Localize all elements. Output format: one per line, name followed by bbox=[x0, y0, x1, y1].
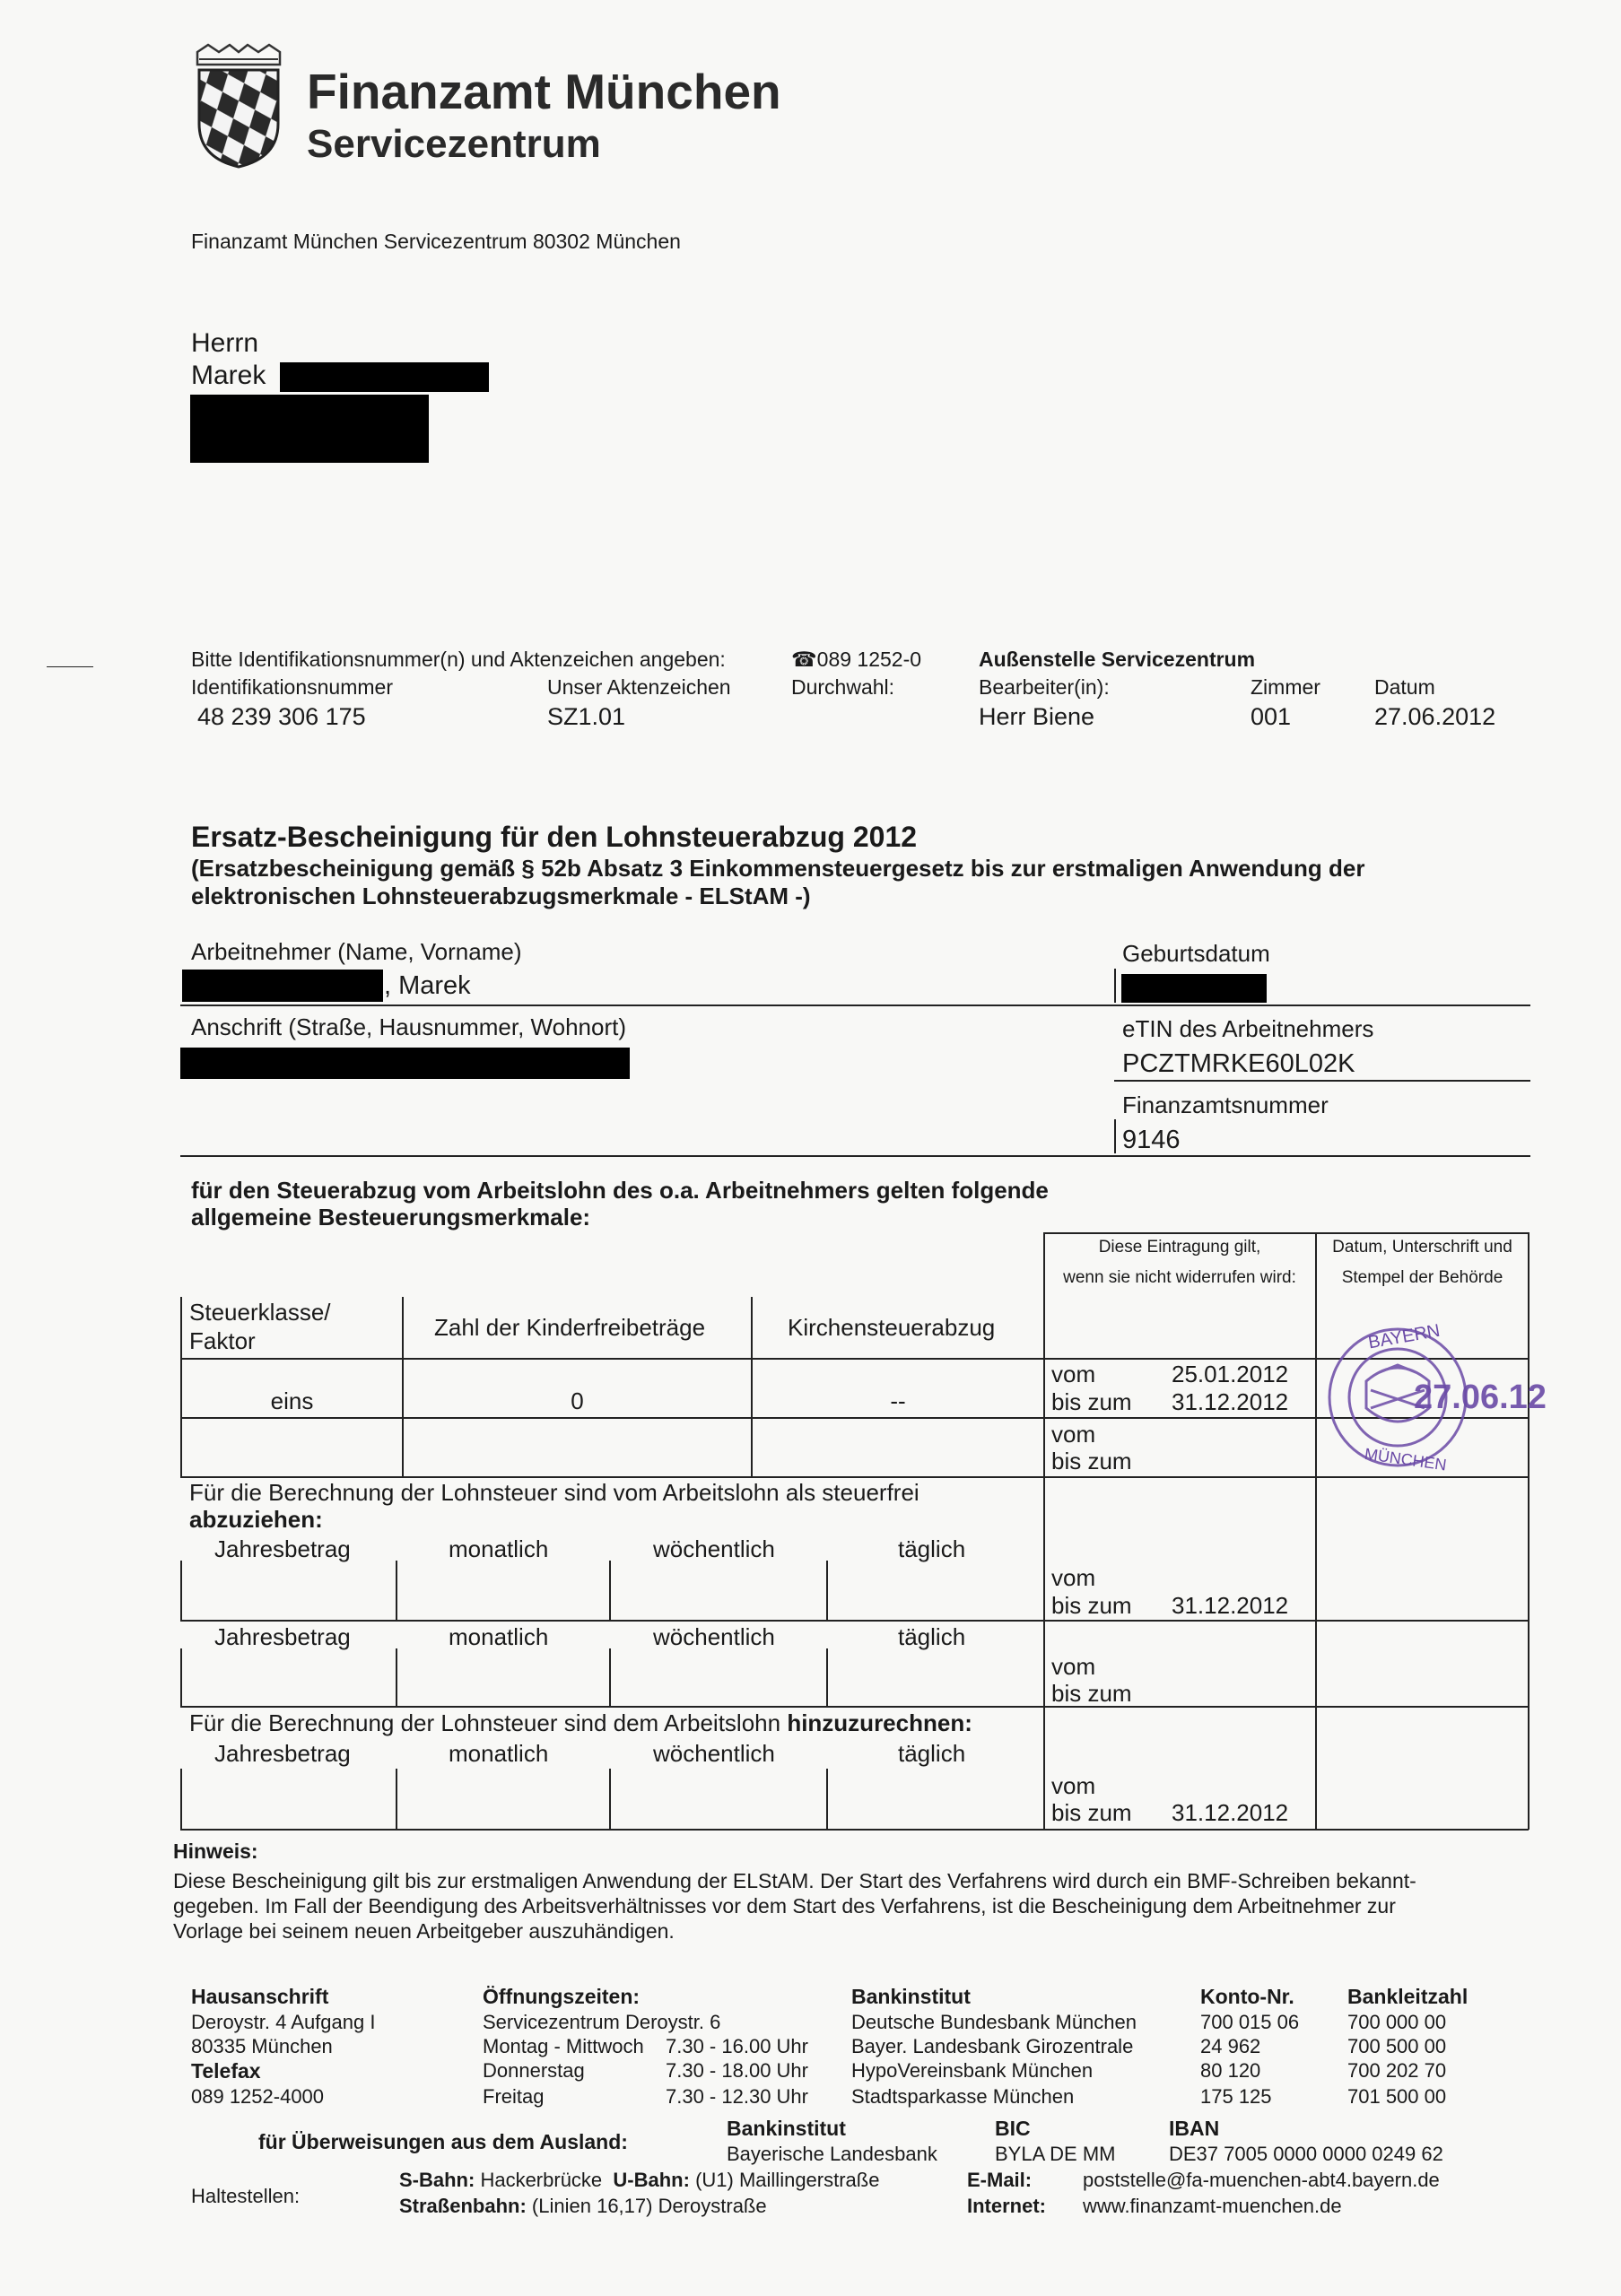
footer-open-line1: Servicezentrum Deroystr. 6 bbox=[483, 2011, 721, 2033]
abzug1-bis-date: 31.12.2012 bbox=[1172, 1592, 1289, 1619]
table-top-border bbox=[1043, 1232, 1529, 1234]
bavarian-coat-of-arms-logo bbox=[190, 43, 287, 170]
amount3-sep-b bbox=[396, 1769, 397, 1829]
redacted-recipient-surname bbox=[280, 362, 489, 392]
etin-label: eTIN des Arbeitnehmers bbox=[1122, 1015, 1374, 1042]
footer-iban: DE37 7005 0000 0000 0249 62 bbox=[1169, 2143, 1443, 2165]
footer-web-link[interactable]: www.finanzamt-muenchen.de bbox=[1083, 2195, 1342, 2217]
authority-stamp bbox=[1317, 1318, 1547, 1475]
abzug2-monatlich: monatlich bbox=[449, 1623, 549, 1650]
stamp-header-line2: Stempel der Behörde bbox=[1341, 1268, 1503, 1287]
footer-haus-line1: Deroystr. 4 Aufgang I bbox=[191, 2011, 376, 2033]
abzug-line2: abzuziehen: bbox=[189, 1506, 323, 1533]
employee-first-name: , Marek bbox=[384, 971, 471, 1000]
valid-header-line2: wenn sie nicht widerrufen wird: bbox=[1063, 1268, 1296, 1287]
footer-bank-blz-3: 700 202 70 bbox=[1347, 2059, 1447, 2082]
aktenzeichen-label: Unser Aktenzeichen bbox=[547, 675, 731, 699]
footer-bank-konto-3: 80 120 bbox=[1200, 2059, 1261, 2082]
footer-web-label: Internet: bbox=[967, 2195, 1046, 2217]
valid-header-line1: Diese Eintragung gilt, bbox=[1098, 1238, 1261, 1257]
abzug2-woechentlich: wöchentlich bbox=[653, 1623, 775, 1650]
hinzu-line: Für die Berechnung der Lohnsteuer sind dem Arbeitslohn hinzuzurechnen: bbox=[189, 1709, 972, 1736]
clerk-label: Bearbeiter(in): bbox=[979, 675, 1110, 699]
id-value: 48 239 306 175 bbox=[197, 703, 366, 730]
phone-icon: ☎ bbox=[791, 648, 817, 671]
row1-bis-date: 31.12.2012 bbox=[1172, 1388, 1289, 1415]
footer-email-label: E-Mail: bbox=[967, 2169, 1033, 2191]
table-col-kinder-left bbox=[402, 1297, 404, 1476]
abzug-line1: Für die Berechnung der Lohnsteuer sind vom Arbeitslohn als steuerfrei bbox=[189, 1479, 919, 1506]
col-steuerklasse-line1: Steuerklasse/ bbox=[189, 1299, 331, 1326]
footer-bank-konto-2: 24 962 bbox=[1200, 2035, 1261, 2057]
redacted-address bbox=[180, 1048, 630, 1079]
row1-vom-date: 25.01.2012 bbox=[1172, 1361, 1289, 1387]
footer-ausland-bank: Bayerische Landesbank bbox=[727, 2143, 937, 2165]
amount1-sep-a bbox=[180, 1561, 182, 1620]
amount2-sep-d bbox=[826, 1648, 828, 1706]
hinzu-woechentlich: wöchentlich bbox=[653, 1740, 775, 1767]
hinzu-monatlich: monatlich bbox=[449, 1740, 549, 1767]
redacted-recipient-address bbox=[190, 395, 429, 463]
row1-steuerklasse: eins bbox=[270, 1387, 314, 1414]
footer-bic: BYLA DE MM bbox=[995, 2143, 1116, 2165]
hinweis-line3: Vorlage bei seinem neuen Arbeitgeber auszuhändigen. bbox=[173, 1919, 675, 1943]
redacted-birthdate bbox=[1121, 974, 1267, 1003]
birthdate-field-marker bbox=[1114, 969, 1116, 1003]
hinweis-line1: Diese Bescheinigung gilt bis zur erstmaligen Anwendung der ELStAM. Der Start des Verfahrens wird durch ein BMF-Schreiben bekannt- bbox=[173, 1869, 1416, 1892]
amount3-sep-a bbox=[180, 1769, 182, 1829]
footer-bank-name-2: Bayer. Landesbank Girozentrale bbox=[851, 2035, 1134, 2057]
divider-name-row bbox=[180, 1004, 1530, 1006]
hinzu-bis-date: 31.12.2012 bbox=[1172, 1799, 1289, 1826]
merkmale-intro-line1: für den Steuerabzug vom Arbeitslohn des o.a. Arbeitnehmers gelten folgende bbox=[191, 1177, 1049, 1204]
footer-open-day-3: Freitag bbox=[483, 2085, 545, 2108]
footer-blz-label: Bankleitzahl bbox=[1347, 1985, 1468, 2008]
abzug2-bis-label: bis zum bbox=[1051, 1680, 1132, 1707]
abzug2-vom-label: vom bbox=[1051, 1653, 1096, 1680]
footer-ausland-label: für Überweisungen aus dem Ausland: bbox=[258, 2130, 628, 2153]
durchwahl-label: Durchwahl: bbox=[791, 675, 895, 699]
office-subtitle: Servicezentrum bbox=[307, 122, 601, 166]
hinzu-bis-label: bis zum bbox=[1051, 1799, 1132, 1826]
room-label: Zimmer bbox=[1251, 675, 1320, 699]
amount2-sep-a bbox=[180, 1648, 182, 1706]
col-kinderfreibetraege: Zahl der Kinderfreibeträge bbox=[434, 1314, 706, 1341]
footer-bank-blz-1: 700 000 00 bbox=[1347, 2011, 1447, 2033]
footer-bank-name-1: Deutsche Bundesbank München bbox=[851, 2011, 1137, 2033]
row2-bis-label: bis zum bbox=[1051, 1448, 1132, 1474]
finanzamt-number-value: 9146 bbox=[1122, 1126, 1181, 1154]
finanzamt-number-label: Finanzamtsnummer bbox=[1122, 1091, 1329, 1118]
abzug1-taeglich: täglich bbox=[898, 1535, 966, 1562]
amount1-sep-b bbox=[396, 1561, 397, 1620]
footer-tel-label: Telefax bbox=[191, 2059, 261, 2083]
amount1-sep-d bbox=[826, 1561, 828, 1620]
row2-vom-label: vom bbox=[1051, 1421, 1096, 1448]
divider-etin-row bbox=[1114, 1080, 1530, 1082]
footer-open-label: Öffnungszeiten: bbox=[483, 1985, 641, 2008]
footer-open-time-1: 7.30 - 16.00 Uhr bbox=[666, 2035, 808, 2057]
footer-tel-value: 089 1252-4000 bbox=[191, 2085, 325, 2108]
footer-iban-label: IBAN bbox=[1169, 2117, 1220, 2140]
phone-number: ☎089 1252-0 bbox=[791, 648, 922, 671]
merkmale-intro-line2: allgemeine Besteuerungsmerkmale: bbox=[191, 1204, 591, 1231]
stamp-header-line1: Datum, Unterschrift und bbox=[1332, 1238, 1512, 1257]
footer-open-time-3: 7.30 - 12.30 Uhr bbox=[666, 2085, 808, 2108]
footer-open-day-1: Montag - Mittwoch bbox=[483, 2035, 644, 2057]
aktenzeichen-value: SZ1.01 bbox=[547, 703, 626, 730]
svg-text:MÜNCHEN: MÜNCHEN bbox=[1363, 1444, 1448, 1474]
col-kirchensteuer: Kirchensteuerabzug bbox=[788, 1314, 996, 1341]
abzug2-taeglich: täglich bbox=[898, 1623, 966, 1650]
address-label: Anschrift (Straße, Hausnummer, Wohnort) bbox=[191, 1013, 627, 1040]
row1-kinder: 0 bbox=[571, 1387, 584, 1414]
footer-halt-label: Haltestellen: bbox=[191, 2185, 301, 2207]
birthdate-label: Geburtsdatum bbox=[1122, 940, 1270, 967]
footer-bank-blz-4: 701 500 00 bbox=[1347, 2085, 1447, 2108]
abzug1-jahresbetrag: Jahresbetrag bbox=[214, 1535, 351, 1562]
hinweis-line2: gegeben. Im Fall der Beendigung des Arbeitsverhältnisses vor dem Start des Verfahrens, ist die Bescheinigung dem Arbeitnehmer zur bbox=[173, 1894, 1396, 1918]
etin-value: PCZTMRKE60L02K bbox=[1122, 1049, 1355, 1078]
footer-ausland-bank-label: Bankinstitut bbox=[727, 2117, 846, 2140]
amount2-sep-b bbox=[396, 1648, 397, 1706]
footer-open-day-2: Donnerstag bbox=[483, 2059, 585, 2082]
row1-bis-label: bis zum bbox=[1051, 1388, 1132, 1415]
amount3-sep-d bbox=[826, 1769, 828, 1829]
recipient-first-name: Marek bbox=[191, 361, 266, 390]
footer-bank-name-3: HypoVereinsbank München bbox=[851, 2059, 1094, 2082]
footer-bank-konto-4: 175 125 bbox=[1200, 2085, 1272, 2108]
svg-text:BAYERN: BAYERN bbox=[1366, 1320, 1442, 1353]
table-abzug1-divider bbox=[180, 1620, 1529, 1622]
footer-bank-blz-2: 700 500 00 bbox=[1347, 2035, 1447, 2057]
fa-number-field-marker bbox=[1114, 1119, 1116, 1153]
footer-bic-label: BIC bbox=[995, 2117, 1031, 2140]
footer-bank-konto-1: 700 015 06 bbox=[1200, 2011, 1300, 2033]
table-bottom-border bbox=[180, 1829, 1529, 1831]
hinweis-label: Hinweis: bbox=[173, 1839, 258, 1863]
amount2-sep-c bbox=[609, 1648, 611, 1706]
footer-haus-line2: 80335 München bbox=[191, 2035, 333, 2057]
hinzu-jahresbetrag: Jahresbetrag bbox=[214, 1740, 351, 1767]
hinzu-taeglich: täglich bbox=[898, 1740, 966, 1767]
reference-instruction: Bitte Identifikationsnummer(n) und Aktenzeichen angeben: bbox=[191, 648, 726, 671]
amount1-sep-c bbox=[609, 1561, 611, 1620]
room-value: 001 bbox=[1251, 703, 1292, 730]
footer-konto-label: Konto-Nr. bbox=[1200, 1985, 1294, 2008]
abzug1-vom-label: vom bbox=[1051, 1564, 1096, 1591]
row1-vom-label: vom bbox=[1051, 1361, 1096, 1387]
footer-bank-label: Bankinstitut bbox=[851, 1985, 971, 2008]
amount3-sep-c bbox=[609, 1769, 611, 1829]
redacted-employee-surname bbox=[182, 970, 383, 1002]
hinzu-vom-label: vom bbox=[1051, 1772, 1096, 1799]
date-label: Datum bbox=[1374, 675, 1435, 699]
sender-line: Finanzamt München Servicezentrum 80302 München bbox=[191, 230, 681, 253]
document-subtitle-line1: (Ersatzbescheinigung gemäß § 52b Absatz 3 Einkommensteuergesetz bis zur erstmaligen Anwendung der bbox=[191, 855, 1365, 882]
footer-transit-line2: Straßenbahn: (Linien 16,17) Deroystraße bbox=[399, 2195, 767, 2217]
table-col-kirche-left bbox=[751, 1297, 753, 1476]
footer-haus-label: Hausanschrift bbox=[191, 1985, 329, 2008]
abzug1-woechentlich: wöchentlich bbox=[653, 1535, 775, 1562]
date-value: 27.06.2012 bbox=[1374, 703, 1496, 730]
footer-bank-name-4: Stadtsparkasse München bbox=[851, 2085, 1075, 2108]
table-abzug2-divider bbox=[180, 1706, 1529, 1708]
divider-person-block bbox=[180, 1155, 1530, 1157]
clerk-value: Herr Biene bbox=[979, 703, 1095, 730]
row1-kirche: -- bbox=[890, 1387, 906, 1414]
recipient-salutation: Herrn bbox=[191, 328, 259, 358]
office-department: Außenstelle Servicezentrum bbox=[979, 648, 1256, 671]
footer-transit-line1: S-Bahn: Hackerbrücke U-Bahn: (U1) Maillingerstraße bbox=[399, 2169, 880, 2191]
footer-open-time-2: 7.30 - 18.00 Uhr bbox=[666, 2059, 808, 2082]
employee-name-label: Arbeitnehmer (Name, Vorname) bbox=[191, 938, 522, 965]
table-left-border-top bbox=[180, 1297, 182, 1476]
stamp-date: 27.06.12 bbox=[1414, 1378, 1547, 1416]
footer-email-link[interactable]: poststelle@fa-muenchen-abt4.bayern.de bbox=[1083, 2169, 1440, 2191]
fold-mark bbox=[47, 666, 93, 667]
abzug1-monatlich: monatlich bbox=[449, 1535, 549, 1562]
office-title: Finanzamt München bbox=[307, 64, 781, 119]
table-col-valid-left bbox=[1043, 1232, 1045, 1830]
col-steuerklasse-line2: Faktor bbox=[189, 1327, 256, 1354]
id-label: Identifikationsnummer bbox=[191, 675, 393, 699]
document-subtitle-line2: elektronischen Lohnsteuerabzugsmerkmale - ELStAM -) bbox=[191, 883, 811, 909]
abzug1-bis-label: bis zum bbox=[1051, 1592, 1132, 1619]
document-title: Ersatz-Bescheinigung für den Lohnsteuerabzug 2012 bbox=[191, 821, 918, 853]
table-row2-divider bbox=[180, 1476, 1529, 1478]
abzug2-jahresbetrag: Jahresbetrag bbox=[214, 1623, 351, 1650]
